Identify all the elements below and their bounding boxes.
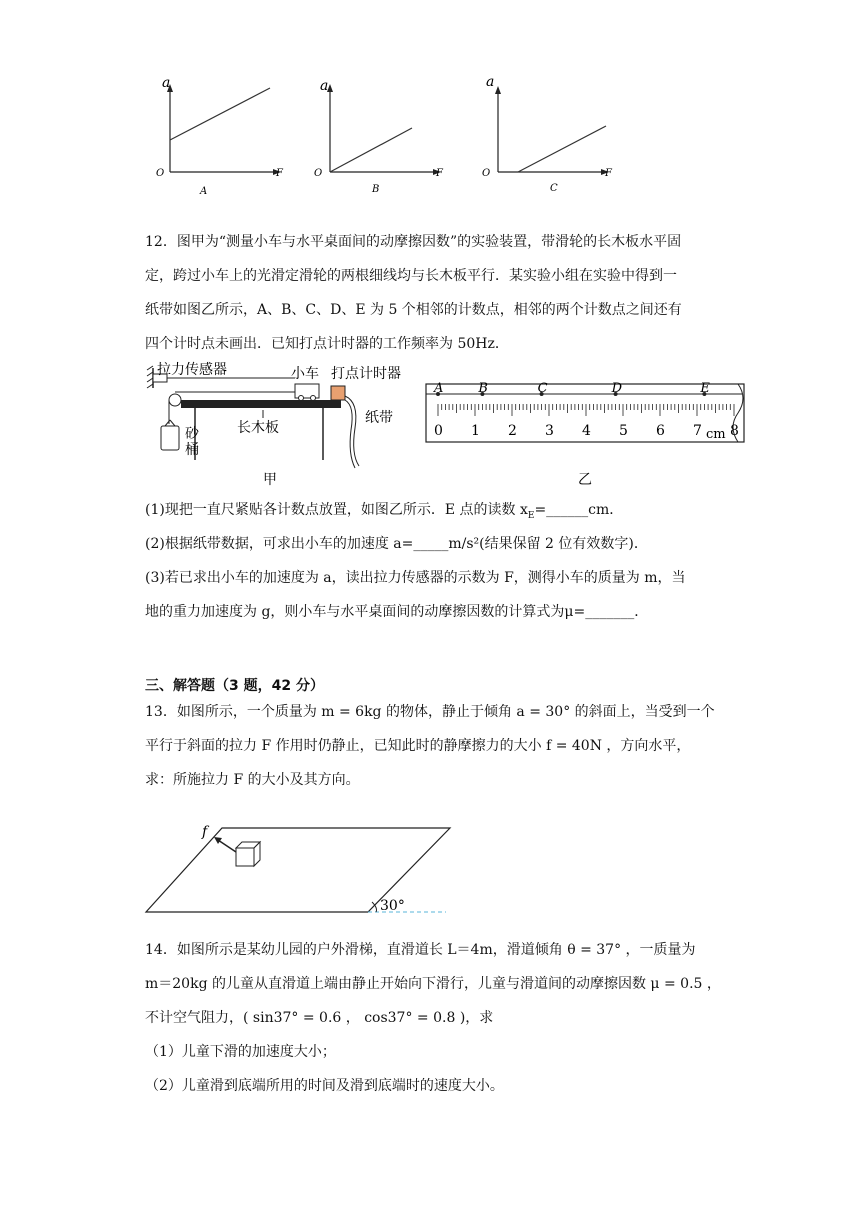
q13-line-1: 13．如图所示，一个质量为 m = 6kg 的物体，静止于倾角 a = 30° 的斜面上，当受到一个 <box>145 704 715 720</box>
ruler-number: 8 <box>730 423 739 439</box>
ruler-number: 2 <box>508 423 517 439</box>
ruler-diagram <box>420 380 755 490</box>
q14-line-1: 14．如图所示是某幼儿园的户外滑梯，直滑道长 L＝4m，滑道倾角 θ = 37° ，一质量为 <box>145 942 696 958</box>
q12-sub3-line1: (3)若已求出小车的加速度为 a，读出拉力传感器的示数为 F，测得小车的质量为 m，当 <box>145 570 686 586</box>
apparatus-caption: 甲 <box>263 472 277 488</box>
q13-line-2: 平行于斜面的拉力 F 作用时仍静止，已知此时的静摩擦力的大小 f = 40N ，方向水平， <box>145 738 691 754</box>
graph-c-origin: O <box>482 168 491 179</box>
ruler-numbers <box>434 423 739 439</box>
graph-a-origin: O <box>156 168 165 179</box>
q12-line-1: 12．图甲为“测量小车与水平桌面间的动摩擦因数”的实验装置，带滑轮的长木板水平固 <box>145 234 682 250</box>
section-title: 三、解答题（3 题，42 分） <box>145 678 324 694</box>
graph-c <box>478 70 618 200</box>
ruler-point-label: E <box>700 381 710 396</box>
q12-sub2: (2)根据纸带数据，可求出小车的加速度 a=_____m/s²(结果保留 2 位有效数字)． <box>145 536 648 552</box>
q12-sub1-tail: =______cm． <box>534 502 624 518</box>
timer-label: 打点计时器 <box>331 366 401 382</box>
q14-line-2: m＝20kg 的儿童从直滑道上端由静止开始向下滑行，儿童与滑道间的动摩擦因数 μ = 0.5 ， <box>145 976 721 992</box>
q12-line-4: 四个计时点未画出．已知打点计时器的工作频率为 50Hz． <box>145 336 509 352</box>
graph-c-ylabel: a <box>486 74 495 90</box>
angle-label: 30° <box>380 898 405 914</box>
apparatus-diagram <box>145 358 415 490</box>
q14-line-5: （2）儿童滑到底端所用的时间及滑到底端时的速度大小。 <box>145 1078 504 1094</box>
sand-label-1: 砂 <box>185 426 199 442</box>
graph-b-xlabel: F <box>436 168 443 179</box>
graph-c-xlabel: F <box>605 168 612 179</box>
graph-c-caption: C <box>550 183 558 194</box>
graph-b-caption: B <box>372 184 380 195</box>
incline-diagram <box>140 816 460 916</box>
ruler-number: 6 <box>656 423 665 439</box>
ruler-point-label: D <box>611 381 623 396</box>
q12-sub1-subscript: E <box>527 510 535 521</box>
graph-a-xlabel: F <box>276 168 283 179</box>
ruler-number: 5 <box>619 423 628 439</box>
q12-line-3: 纸带如图乙所示，A、B、C、D、E 为 5 个相邻的计数点，相邻的两个计数点之间还有 <box>145 302 682 318</box>
graph-a-caption: A <box>200 186 208 197</box>
q14-line-3: 不计空气阻力，( sin37° = 0.6 ， cos37° = 0.8 )，求 <box>145 1010 494 1026</box>
graph-b-origin: O <box>314 168 323 179</box>
q12-sub3-line2: 地的重力加速度为 g，则小车与水平桌面间的动摩擦因数的计算式为μ=_______． <box>145 604 649 620</box>
ruler-number: 4 <box>582 423 591 439</box>
ruler-number: 1 <box>471 423 480 439</box>
q12-sub1-text: (1)现把一直尺紧贴各计数点放置，如图乙所示．E 点的读数 x <box>145 502 528 518</box>
q12-sub1 <box>145 500 725 526</box>
ruler-point-label: A <box>434 381 444 396</box>
ruler-unit: cm <box>706 427 726 442</box>
ruler-number: 0 <box>434 423 443 439</box>
sand-label-2: 桶 <box>185 442 199 458</box>
ruler-number: 7 <box>693 423 702 439</box>
q13-line-3: 求：所施拉力 F 的大小及其方向。 <box>145 772 360 788</box>
q14-line-4: （1）儿童下滑的加速度大小； <box>145 1044 336 1060</box>
board-label: 长木板 <box>237 420 279 436</box>
graph-b <box>310 72 450 202</box>
graph-a-ylabel: a <box>162 75 171 91</box>
graph-a <box>150 72 290 202</box>
ruler-point-label: C <box>537 381 548 396</box>
graph-b-ylabel: a <box>320 78 329 94</box>
car-label: 小车 <box>291 366 319 382</box>
ruler-number: 3 <box>545 423 554 439</box>
ruler-point-label: B <box>478 381 488 396</box>
q12-line-2: 定，跨过小车上的光滑定滑轮的两根细线均与长木板平行．某实验小组在实验中得到一 <box>145 268 677 284</box>
tape-label: 纸带 <box>365 410 393 426</box>
sensor-label: 拉力传感器 <box>157 362 227 378</box>
friction-label: f <box>202 824 208 840</box>
ruler-caption: 乙 <box>578 472 592 488</box>
